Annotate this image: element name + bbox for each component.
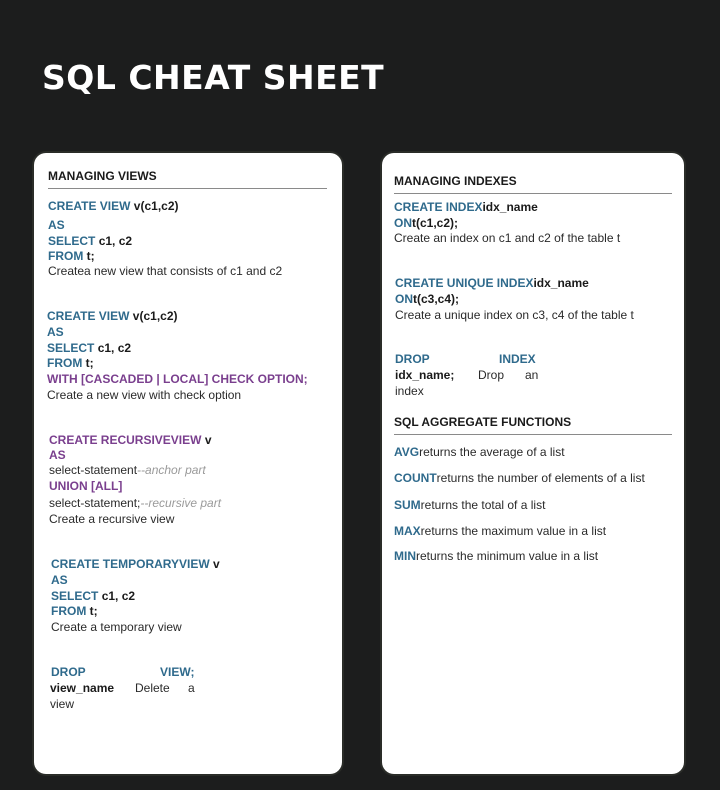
code-line bbox=[51, 573, 68, 587]
description: Create an index on c1 and c2 of the table t bbox=[394, 231, 621, 245]
code-text: t; bbox=[86, 249, 95, 263]
code-line bbox=[47, 325, 64, 339]
keyword: CREATE VIEW bbox=[47, 309, 130, 323]
code-line bbox=[47, 341, 131, 355]
code-comment: --anchor part bbox=[137, 463, 206, 477]
code-line bbox=[395, 292, 459, 306]
keyword: SELECT bbox=[51, 589, 99, 603]
keyword: UNION [ALL] bbox=[49, 479, 123, 493]
code-text: c1, c2 bbox=[97, 341, 132, 355]
description: Drop bbox=[478, 368, 505, 382]
description: returns the total of a list bbox=[420, 498, 546, 512]
section-header-managing-indexes: MANAGING INDEXES bbox=[394, 174, 672, 194]
keyword: DROP bbox=[395, 352, 430, 366]
code-comment: --recursive part bbox=[140, 496, 222, 510]
keyword: AVG bbox=[394, 445, 420, 459]
code-text: t(c3,c4); bbox=[413, 292, 460, 306]
description: Create a unique index on c3, c4 of the table t bbox=[395, 308, 634, 322]
code-text: select-statement; bbox=[49, 496, 141, 510]
keyword: AS bbox=[47, 325, 64, 339]
code-line bbox=[48, 199, 179, 213]
description: Create a recursive view bbox=[49, 512, 175, 526]
keyword: CREATE UNIQUE INDEX bbox=[395, 276, 534, 290]
keyword: SELECT bbox=[48, 234, 96, 248]
keyword: DROP bbox=[51, 665, 86, 679]
keyword: FROM bbox=[47, 356, 83, 370]
keyword: FROM bbox=[48, 249, 84, 263]
keyword: SELECT bbox=[47, 341, 95, 355]
description: Createa new view that consists of c1 and c2 bbox=[48, 264, 283, 278]
keyword: SUM bbox=[394, 498, 421, 512]
keyword: WITH [CASCADED | LOCAL] CHECK OPTION; bbox=[47, 372, 308, 386]
description: index bbox=[395, 384, 424, 398]
code-line bbox=[49, 448, 66, 462]
keyword: COUNT bbox=[394, 471, 437, 485]
code-line bbox=[47, 309, 178, 323]
code-text: view_name bbox=[50, 681, 115, 695]
code-line bbox=[51, 604, 98, 618]
keyword: ON bbox=[394, 216, 412, 230]
keyword: AS bbox=[48, 218, 65, 232]
description: view bbox=[50, 697, 75, 711]
description: returns the maximum value in a list bbox=[420, 524, 607, 538]
code-line bbox=[49, 433, 212, 447]
code-line bbox=[395, 352, 430, 366]
code-line bbox=[51, 557, 220, 571]
keyword: AS bbox=[51, 573, 68, 587]
code-line bbox=[48, 234, 132, 248]
code-text: idx_name bbox=[533, 276, 589, 290]
code-line bbox=[499, 352, 536, 366]
description: returns the minimum value in a list bbox=[416, 549, 599, 563]
code-line bbox=[395, 368, 454, 382]
code-line bbox=[51, 665, 86, 679]
description: Delete bbox=[135, 681, 170, 695]
aggregate-function-item bbox=[394, 498, 545, 512]
managing-indexes-card bbox=[382, 153, 684, 774]
description: Create a temporary view bbox=[51, 620, 182, 634]
code-text: c1, c2 bbox=[98, 234, 133, 248]
keyword: MIN bbox=[394, 549, 416, 563]
page-title: SQL CHEAT SHEET bbox=[42, 58, 385, 97]
aggregate-function-item bbox=[394, 549, 598, 563]
code-line bbox=[49, 463, 206, 477]
code-line bbox=[48, 249, 95, 263]
keyword: CREATE TEMPORARYVIEW bbox=[51, 557, 210, 571]
code-line bbox=[395, 276, 589, 290]
code-text: idx_name bbox=[482, 200, 538, 214]
code-line bbox=[47, 356, 94, 370]
code-text: v bbox=[204, 433, 212, 447]
keyword: FROM bbox=[51, 604, 87, 618]
code-line bbox=[49, 496, 221, 510]
code-text: idx_name; bbox=[395, 368, 455, 382]
keyword: INDEX bbox=[499, 352, 536, 366]
code-line bbox=[394, 200, 538, 214]
code-line bbox=[48, 218, 65, 232]
description: Create a new view with check option bbox=[47, 388, 242, 402]
keyword: ON bbox=[395, 292, 413, 306]
managing-views-card bbox=[34, 153, 342, 774]
aggregate-function-item bbox=[394, 524, 606, 538]
code-line bbox=[50, 681, 114, 695]
description: a bbox=[188, 681, 195, 695]
code-line bbox=[49, 479, 122, 493]
code-line bbox=[51, 589, 135, 603]
code-text: v(c1,c2) bbox=[132, 309, 178, 323]
code-text: v bbox=[213, 557, 220, 571]
description: returns the number of elements of a list bbox=[436, 471, 645, 485]
keyword: AS bbox=[49, 448, 66, 462]
code-text: t; bbox=[85, 356, 94, 370]
section-header-aggregate-functions: SQL AGGREGATE FUNCTIONS bbox=[394, 415, 672, 435]
description: returns the average of a list bbox=[419, 445, 565, 459]
code-text: v(c1,c2) bbox=[133, 199, 179, 213]
code-line bbox=[47, 372, 308, 386]
aggregate-function-item bbox=[394, 471, 645, 485]
keyword: CREATE RECURSIVEVIEW bbox=[49, 433, 202, 447]
aggregate-function-item bbox=[394, 445, 565, 459]
code-line bbox=[394, 216, 458, 230]
keyword: VIEW; bbox=[160, 665, 195, 679]
code-line bbox=[160, 665, 194, 679]
keyword: MAX bbox=[394, 524, 421, 538]
code-text: t; bbox=[89, 604, 98, 618]
code-text: t(c1,c2); bbox=[412, 216, 459, 230]
description: an bbox=[525, 368, 539, 382]
section-header-managing-views: MANAGING VIEWS bbox=[48, 169, 327, 189]
keyword: CREATE VIEW bbox=[48, 199, 131, 213]
keyword: CREATE INDEX bbox=[394, 200, 483, 214]
code-text: select-statement bbox=[49, 463, 138, 477]
code-text: c1, c2 bbox=[101, 589, 136, 603]
